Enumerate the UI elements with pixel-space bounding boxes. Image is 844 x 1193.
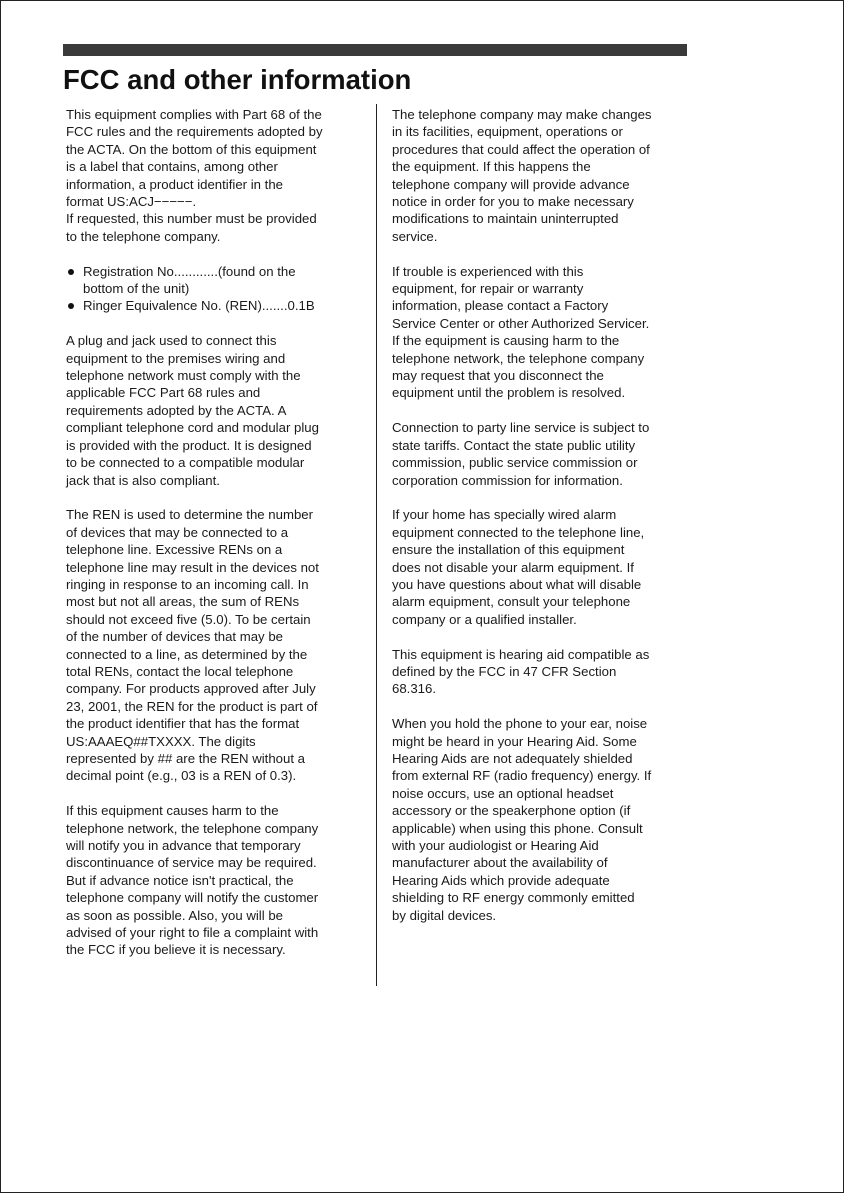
text-line: If this equipment causes harm to the — [66, 803, 279, 819]
text-line: alarm equipment, consult your telephone — [392, 594, 631, 610]
left-column — [66, 106, 366, 976]
text-line: procedures that could affect the operation of — [392, 141, 650, 157]
text-line: by digital devices. — [392, 907, 497, 923]
text-line: The REN is used to determine the number — [66, 507, 314, 523]
text-line: ringing in response to an incoming call. In — [66, 576, 309, 592]
paragraph-part68-compliance — [66, 106, 366, 245]
paragraph-harm-notice — [66, 802, 366, 959]
text-line: compliant telephone cord and modular plug — [66, 420, 319, 436]
page-title: FCC and other information — [63, 64, 412, 95]
text-line: commission, public service commission or — [392, 455, 638, 471]
text-line: This equipment complies with Part 68 of the — [66, 107, 322, 122]
text-line: modifications to maintain uninterrupted — [392, 211, 619, 227]
text-line: does not disable your alarm equipment. If — [392, 559, 634, 575]
text-line: company or a qualified installer. — [392, 611, 577, 627]
text-line: from external RF (radio frequency) energy. If — [392, 768, 652, 784]
text-line: If your home has specially wired alarm — [392, 507, 617, 523]
text-line: the ACTA. On the bottom of this equipment — [66, 141, 317, 157]
text-line: most but not all areas, the sum of RENs — [66, 594, 300, 610]
text-line: will notify you in advance that temporary — [66, 838, 301, 853]
text-line: equipment connected to the telephone line, — [392, 524, 645, 540]
text-line: information, please contact a Factory — [392, 298, 609, 314]
text-line: state tariffs. Contact the state public utility — [392, 437, 636, 453]
column-divider — [376, 104, 377, 986]
text-line: Hearing Aids are not adequately shielded — [392, 750, 633, 766]
text-line: the FCC if you believe it is necessary. — [66, 942, 286, 958]
text-line: equipment to the premises wiring and — [66, 350, 286, 366]
text-line: telephone network, the telephone company — [66, 820, 319, 836]
text-line: to the telephone company. — [66, 228, 221, 244]
text-line: telephone network must comply with the — [66, 368, 301, 384]
text-line: connected to a line, as determined by the — [66, 646, 308, 662]
text-line: When you hold the phone to your ear, noise — [392, 716, 648, 732]
text-line: you have questions about what will disable — [392, 576, 642, 592]
registration-list — [66, 263, 366, 315]
text-line: Hearing Aids which provide adequate — [392, 872, 610, 888]
text-line: decimal point (e.g., 03 is a REN of 0.3). — [66, 768, 297, 784]
text-line: A plug and jack used to connect this — [66, 333, 277, 349]
title-bar-decoration — [63, 44, 687, 56]
text-line: may request that you disconnect the — [392, 368, 604, 384]
list-item-registration-no — [66, 263, 366, 298]
text-line: company. For products approved after July — [66, 681, 316, 697]
text-line: discontinuance of service may be required. — [66, 855, 317, 871]
text-line: jack that is also compliant. — [66, 472, 220, 488]
text-line: the equipment. If this happens the — [392, 159, 591, 175]
text-line: telephone line may result in the devices not — [66, 559, 319, 575]
text-line: defined by the FCC in 47 CFR Section — [392, 663, 617, 679]
text-line: advised of your right to file a complaint with — [66, 925, 319, 941]
text-line: in its facilities, equipment, operations or — [392, 124, 623, 140]
text-line: telephone company will provide advance — [392, 176, 630, 192]
paragraph-ren — [66, 506, 366, 785]
paragraph-facility-changes — [392, 106, 692, 245]
text-line: Service Center or other Authorized Servicer. — [392, 315, 650, 331]
text-line: ensure the installation of this equipment — [392, 542, 625, 558]
text-line: accessory or the speakerphone option (if — [392, 803, 631, 819]
text-line: with your audiologist or Hearing Aid — [392, 837, 599, 853]
text-line: noise occurs, use an optional headset — [392, 785, 614, 801]
text-line: If the equipment is causing harm to the — [392, 333, 620, 349]
text-line: telephone network, the telephone company — [392, 350, 645, 366]
text-line: Connection to party line service is subject to — [392, 420, 650, 436]
text-line: notice in order for you to make necessary — [392, 194, 634, 210]
text-line: equipment, for repair or warranty — [392, 281, 584, 297]
text-line: The telephone company may make changes — [392, 107, 652, 122]
paragraph-hearing-aid-noise — [392, 715, 692, 924]
paragraph-party-line — [392, 419, 692, 489]
text-line: If requested, this number must be provided — [66, 211, 317, 227]
text-line: equipment until the problem is resolved. — [392, 385, 626, 401]
text-line: telephone company will notify the customer — [66, 890, 319, 906]
paragraph-trouble-repair — [392, 263, 692, 402]
text-line: total RENs, contact the local telephone — [66, 663, 294, 679]
text-line: requirements adopted by the ACTA. A — [66, 402, 287, 418]
text-line: as soon as possible. Also, you will be — [66, 907, 283, 923]
text-line: might be heard in your Hearing Aid. Some — [392, 733, 637, 749]
right-column — [392, 106, 692, 941]
text-line: is provided with the product. It is designed — [66, 437, 312, 453]
list-item-ringer-equivalence — [66, 297, 366, 314]
text-line: should not exceed five (5.0). To be certain — [66, 611, 311, 627]
text-line: applicable FCC Part 68 rules and — [66, 385, 261, 401]
text-line: US:AAAEQ##TXXXX. The digits — [66, 733, 256, 749]
text-line: manufacturer about the availability of — [392, 855, 608, 871]
bullet-icon — [68, 269, 74, 275]
text-line: format US:ACJ−−−−−. — [66, 194, 197, 210]
text-line: Registration No............(found on the — [83, 263, 296, 279]
text-line: But if advance notice isn't practical, the — [66, 872, 294, 888]
text-line: is a label that contains, among other — [66, 159, 278, 175]
text-line: of the number of devices that may be — [66, 629, 283, 645]
text-line: telephone line. Excessive RENs on a — [66, 542, 283, 558]
text-line: FCC rules and the requirements adopted by — [66, 124, 323, 140]
text-line: shielding to RF energy commonly emitted — [392, 890, 635, 906]
text-line: 68.316. — [392, 681, 436, 697]
text-line: applicable) when using this phone. Consult — [392, 820, 643, 836]
text-line: service. — [392, 228, 438, 244]
text-line: This equipment is hearing aid compatible as — [392, 646, 650, 662]
text-line: Ringer Equivalence No. (REN).......0.1B — [83, 298, 315, 314]
text-line: corporation commission for information. — [392, 472, 623, 488]
text-line: to be connected to a compatible modular — [66, 455, 305, 471]
paragraph-alarm-equipment — [392, 506, 692, 628]
text-line: of devices that may be connected to a — [66, 524, 289, 540]
text-line: represented by ## are the REN without a — [66, 750, 305, 766]
text-line: 23, 2001, the REN for the product is part of — [66, 698, 318, 714]
text-line: the product identifier that has the format — [66, 716, 300, 732]
paragraph-hearing-aid-compatible — [392, 646, 692, 698]
text-line: bottom of the unit) — [83, 281, 190, 297]
text-line: If trouble is experienced with this — [392, 263, 584, 279]
text-line: information, a product identifier in the — [66, 176, 283, 192]
paragraph-plug-and-jack — [66, 332, 366, 489]
bullet-icon — [68, 303, 74, 309]
